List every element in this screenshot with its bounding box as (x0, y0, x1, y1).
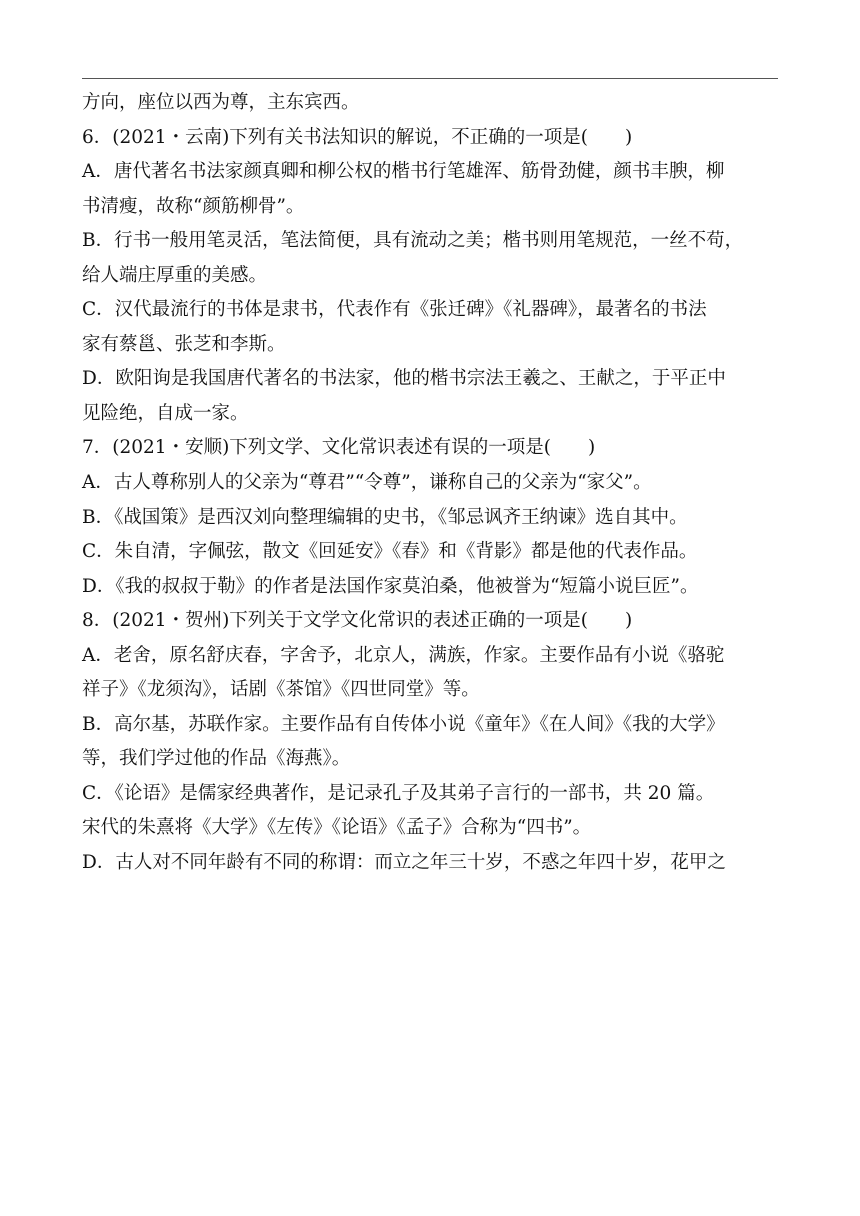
q8-option-d: D．古人对不同年龄有不同的称谓：而立之年三十岁，不惑之年四十岁，花甲之 (82, 852, 726, 874)
text-line: 宋代的朱熹将《大学》《左传》《论语》《孟子》合称为“四书”。 (82, 817, 592, 839)
q6-option-c: C．汉代最流行的书体是隶书，代表作有《张迁碑》《礼器碑》，最著名的书法 (82, 299, 707, 321)
question-8-stem: 8．(2021・贺州)下列关于文学文化常识的表述正确的一项是( ) (82, 610, 633, 632)
text-line: 祥子》《龙须沟》，话剧《茶馆》《四世同堂》等。 (82, 679, 480, 701)
q7-option-a: A．古人尊称别人的父亲为“尊君”“令尊”，谦称自己的父亲为“家父”。 (82, 472, 652, 494)
q6-option-a: A．唐代著名书法家颜真卿和柳公权的楷书行笔雄浑、筋骨劲健，颜书丰腴，柳 (82, 161, 725, 183)
question-6-stem: 6．(2021・云南)下列有关书法知识的解说，不正确的一项是( ) (82, 126, 633, 148)
text-line: 见险绝，自成一家。 (82, 402, 249, 424)
q7-option-c: C．朱自清，字佩弦，散文《回延安》《春》和《背影》都是他的代表作品。 (82, 541, 698, 563)
text-line: 书清瘦，故称“颜筋柳骨”。 (82, 195, 305, 217)
q6-option-d: D．欧阳询是我国唐代著名的书法家，他的楷书宗法王羲之、王献之，于平正中 (82, 368, 726, 390)
header-rule (82, 78, 778, 79)
q8-option-b: B．高尔基，苏联作家。主要作品有自传体小说《童年》《在人间》《我的大学》 (82, 713, 725, 735)
text-line: 等，我们学过他的作品《海燕》。 (82, 748, 351, 770)
document-text (82, 86, 782, 881)
q6-option-b: B．行书一般用笔灵活，笔法简便，具有流动之美；楷书则用笔规范，一丝不苟， (82, 230, 744, 252)
q8-option-c: C．《论语》是儒家经典著作，是记录孔子及其弟子言行的一部书，共 20 篇。 (82, 782, 715, 804)
text-line: 家有蔡邕、张芝和李斯。 (82, 333, 286, 355)
question-7-stem: 7．(2021・安顺)下列文学、文化常识表述有误的一项是( ) (82, 437, 596, 459)
q7-option-b: B．《战国策》是西汉刘向整理编辑的史书，《邹忌讽齐王纳谏》选自其中。 (82, 506, 688, 528)
text-line: 方向，座位以西为尊，主东宾西。 (82, 92, 360, 113)
q7-option-d: D．《我的叔叔于勒》的作者是法国作家莫泊桑，他被誉为“短篇小说巨匠”。 (82, 575, 699, 597)
q8-option-a: A．老舍，原名舒庆春，字舍予，北京人，满族，作家。主要作品有小说《骆驼 (82, 644, 725, 666)
text-line: 给人端庄厚重的美感。 (82, 264, 268, 286)
